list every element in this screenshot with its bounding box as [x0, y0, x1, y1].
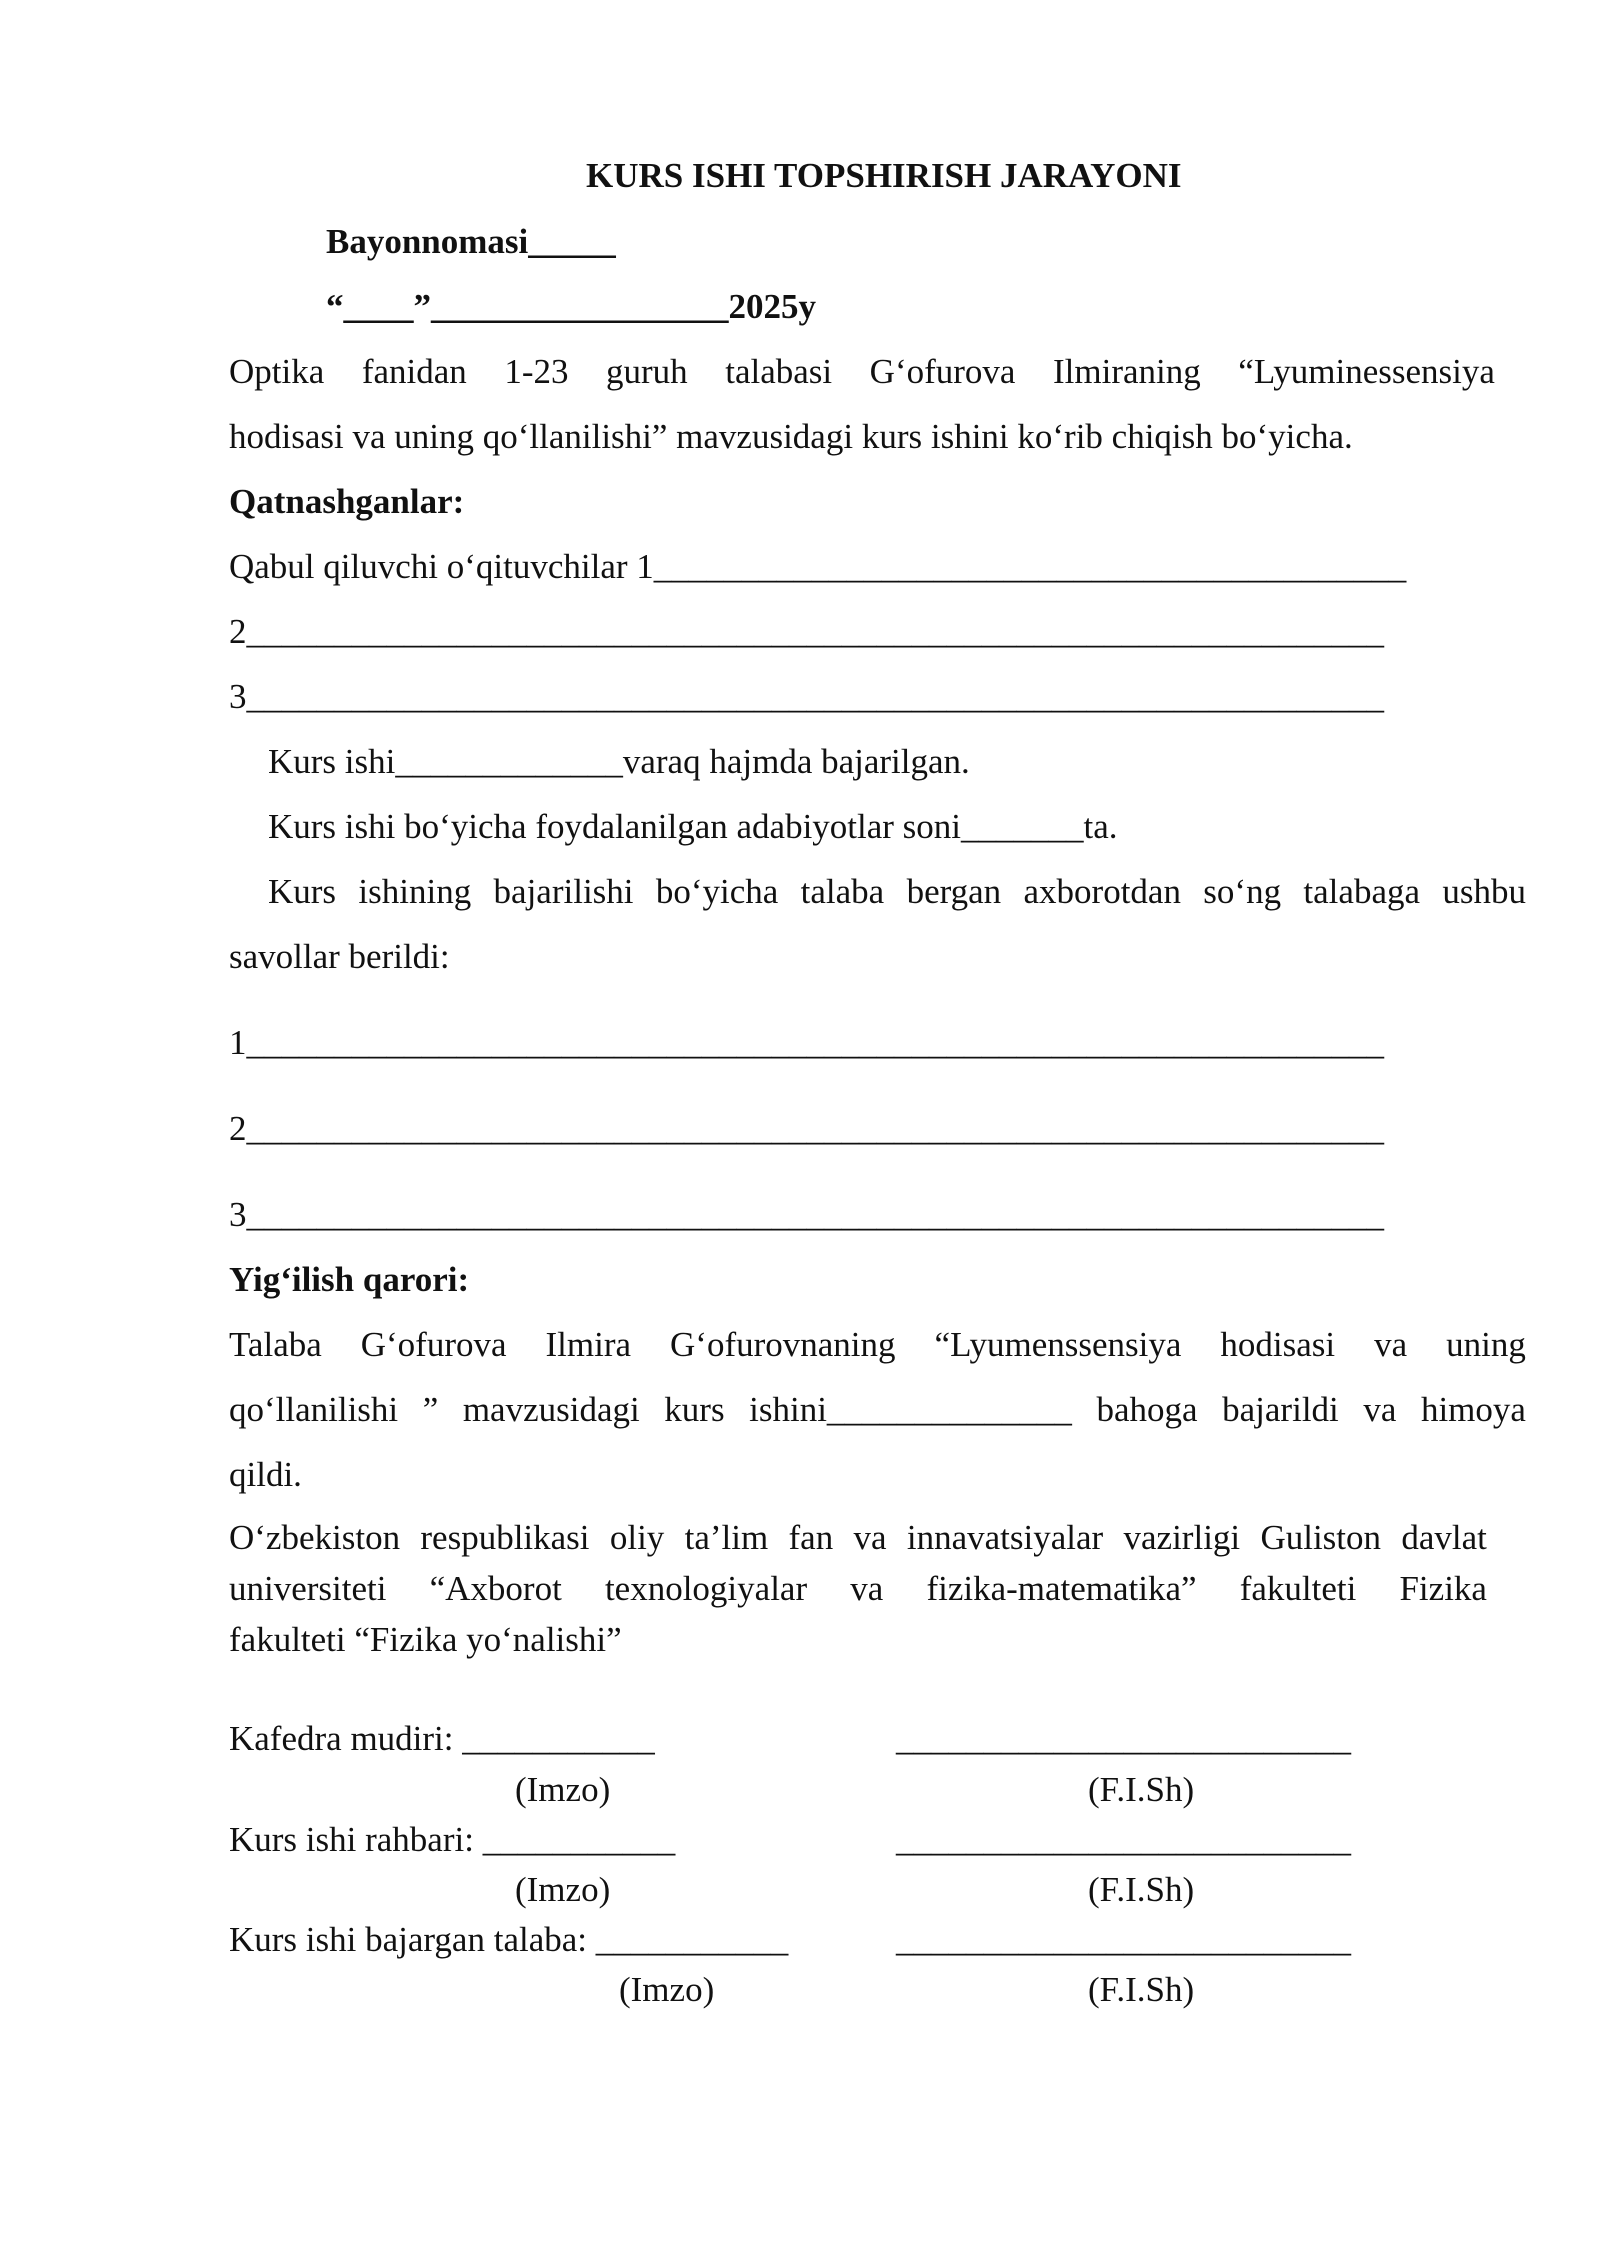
word: himoya	[1420, 1390, 1526, 1429]
document-title: KURS ISHI TOPSHIRISH JARAYONI	[586, 156, 1182, 195]
participants-heading: Qatnashganlar:	[229, 482, 465, 521]
question-line-2: 2_________________________________________________________________	[229, 1109, 1384, 1148]
word: va	[853, 1518, 887, 1557]
word: guruh	[606, 352, 688, 391]
word: va	[850, 1569, 884, 1608]
word: G‘ofurova	[360, 1325, 507, 1364]
questions-intro-line-2: savollar berildi:	[229, 937, 450, 976]
word: davlat	[1401, 1518, 1487, 1557]
word: “Axborot	[429, 1569, 562, 1608]
word: talabasi	[725, 352, 833, 391]
word: talaba	[800, 872, 885, 911]
protocol-label: Bayonnomasi_____	[326, 222, 616, 261]
word: fakulteti	[1239, 1569, 1357, 1608]
decision-line-3: qildi.	[229, 1455, 302, 1494]
word: va	[1363, 1390, 1397, 1429]
date-line: “____”_________________2025y	[326, 287, 816, 326]
word: va	[1374, 1325, 1408, 1364]
intro-line-2: hodisasi va uning qo‘llanilishi” mavzusidagi kurs ishini ko‘rib chiqish bo‘yicha.	[229, 417, 1353, 456]
word: “Lyuminessensiya	[1238, 352, 1495, 391]
word: axborotdan	[1023, 872, 1181, 911]
word: ta’lim	[684, 1518, 769, 1557]
word: so‘ng	[1203, 872, 1282, 911]
word: texnologiyalar	[604, 1569, 808, 1608]
word: ishini______________	[749, 1390, 1072, 1429]
student-sign-caption: (Imzo)	[619, 1970, 715, 2009]
decision-line-1	[229, 1327, 1526, 1362]
supervisor-name-caption: (F.I.Sh)	[1088, 1870, 1195, 1909]
teacher-line-1: Qabul qiluvchi o‘qituvchilar 1___________________________________________	[229, 547, 1407, 586]
word: bahoga	[1096, 1390, 1198, 1429]
word: G‘ofurova	[869, 352, 1016, 391]
decision-line-2	[229, 1392, 1526, 1427]
university-line-3: fakulteti “Fizika yo‘nalishi”	[229, 1620, 622, 1659]
word: Fizika	[1399, 1569, 1487, 1608]
student-signature-line: Kurs ishi bajargan talaba: ___________	[229, 1920, 789, 1959]
word: bo‘yicha	[655, 872, 779, 911]
word: fanidan	[361, 352, 467, 391]
word: ushbu	[1442, 872, 1526, 911]
questions-intro-line-1	[268, 874, 1526, 909]
word: universiteti	[229, 1569, 387, 1608]
university-line-1	[229, 1520, 1487, 1555]
university-line-2	[229, 1571, 1487, 1606]
word: uning	[1446, 1325, 1526, 1364]
literature-line: Kurs ishi bo‘yicha foydalanilgan adabiyotlar soni_______ta.	[268, 807, 1118, 846]
word: G‘ofurovnaning	[670, 1325, 896, 1364]
word: “Lyumenssensiya	[934, 1325, 1182, 1364]
word: ishining	[358, 872, 472, 911]
question-line-1: 1_________________________________________________________________	[229, 1023, 1384, 1062]
head-of-department-name-line: __________________________	[896, 1719, 1351, 1758]
supervisor-signature-line: Kurs ishi rahbari: ___________	[229, 1820, 676, 1859]
word: vazirligi	[1123, 1518, 1241, 1557]
word: fan	[788, 1518, 834, 1557]
student-name-line: __________________________	[896, 1920, 1351, 1959]
question-line-3: 3_________________________________________________________________	[229, 1195, 1384, 1234]
word: hodisasi	[1220, 1325, 1336, 1364]
word: fizika-matematika”	[926, 1569, 1197, 1608]
word: qo‘llanilishi	[229, 1390, 399, 1429]
word: kurs	[664, 1390, 725, 1429]
intro-line-1	[229, 354, 1495, 389]
word: innavatsiyalar	[906, 1518, 1104, 1557]
word: Optika	[229, 352, 325, 391]
word: 1-23	[504, 352, 569, 391]
word: bajarilishi	[493, 872, 634, 911]
word: Ilmira	[545, 1325, 632, 1364]
word: Kurs	[268, 872, 337, 911]
word: Guliston	[1260, 1518, 1382, 1557]
decision-heading: Yig‘ilish qarori:	[229, 1260, 470, 1299]
word: oliy	[609, 1518, 665, 1557]
student-name-caption: (F.I.Sh)	[1088, 1970, 1195, 2009]
supervisor-name-line: __________________________	[896, 1820, 1351, 1859]
volume-line: Kurs ishi_____________varaq hajmda bajarilgan.	[268, 742, 970, 781]
supervisor-sign-caption: (Imzo)	[515, 1870, 611, 1909]
word: talabaga	[1303, 872, 1421, 911]
head-of-department-sign-caption: (Imzo)	[515, 1770, 611, 1809]
word: mavzusidagi	[462, 1390, 640, 1429]
word: O‘zbekiston	[229, 1518, 401, 1557]
word: respublikasi	[420, 1518, 590, 1557]
word: ”	[422, 1390, 439, 1429]
word: bajarildi	[1222, 1390, 1339, 1429]
head-of-department-name-caption: (F.I.Sh)	[1088, 1770, 1195, 1809]
word: bergan	[906, 872, 1002, 911]
word: Talaba	[229, 1325, 322, 1364]
teacher-line-3: 3_________________________________________________________________	[229, 677, 1384, 716]
word: Ilmiraning	[1053, 352, 1201, 391]
teacher-line-2: 2_________________________________________________________________	[229, 612, 1384, 651]
head-of-department-signature-line: Kafedra mudiri: ___________	[229, 1719, 655, 1758]
